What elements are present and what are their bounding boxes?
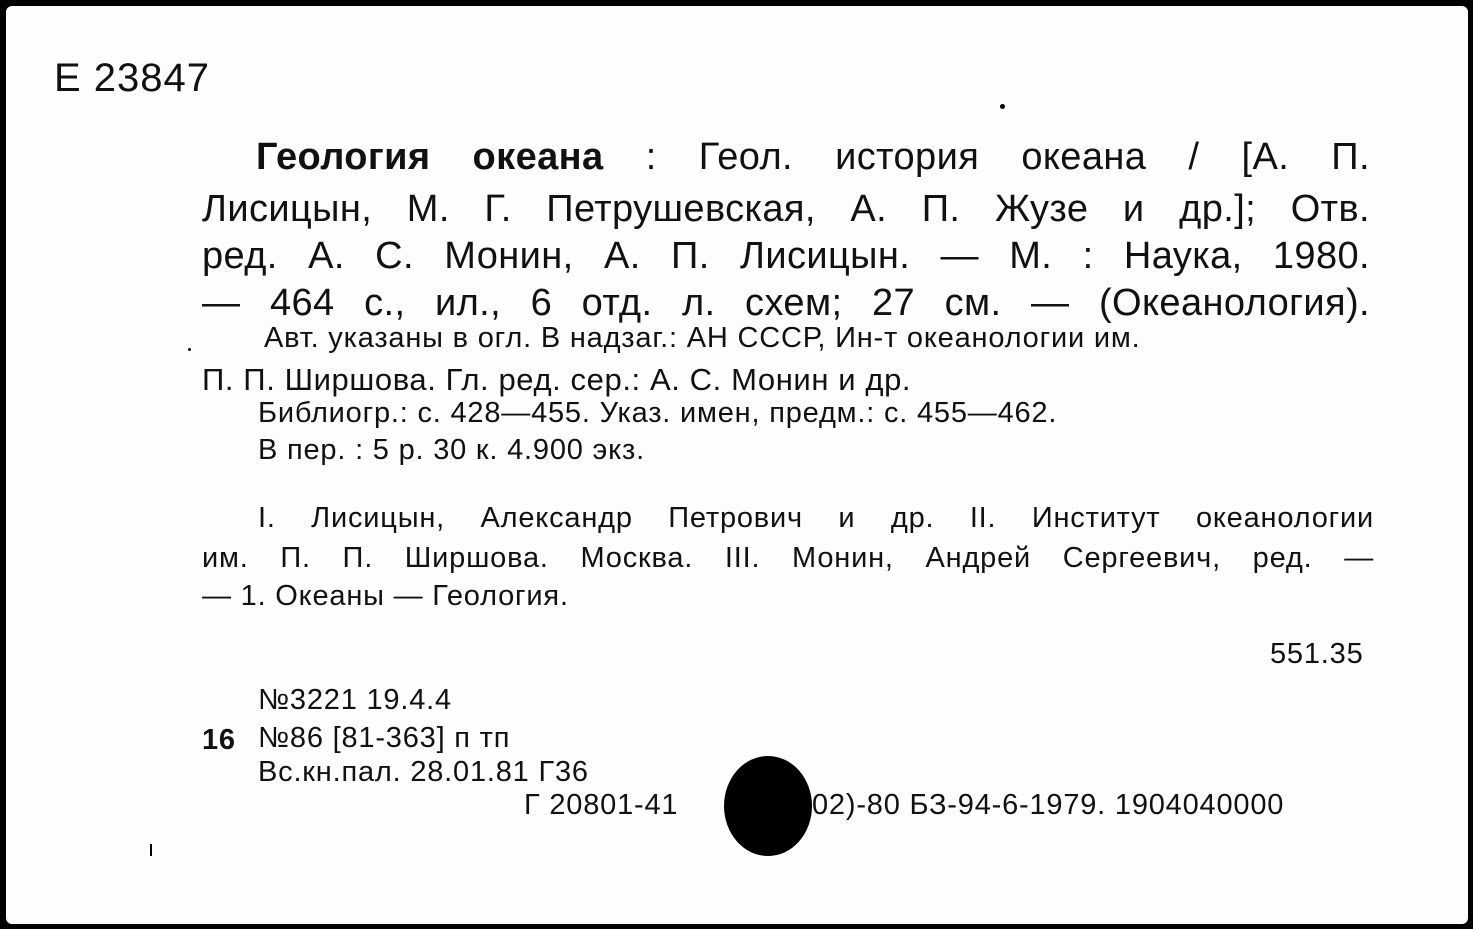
- note-bibliography: Библиогр.: с. 428—455. Указ. имен, предм.: с. 455—462.: [258, 397, 1058, 429]
- description-line-3: [202, 282, 1370, 325]
- tracing-text-2: им. П. П. Ширшова. Москва. III. Монин, Андрей Сергеевич, ред. —: [202, 542, 1374, 574]
- description-line-2: [202, 235, 1370, 278]
- tech-line-1: №3221 19.4.4: [258, 684, 452, 716]
- title-line: [256, 136, 1370, 179]
- tracing-line-2: [202, 542, 1374, 575]
- description-text-2: ред. А. С. Монин, А. П. Лисицын. — М. : Наука, 1980.: [202, 235, 1370, 277]
- tech-line-2-prefix: 16: [202, 724, 236, 756]
- tech-line-3: Вс.кн.пал. 28.01.81 Г36: [258, 756, 589, 788]
- call-number: Е 23847: [54, 56, 211, 100]
- tech-line-4-left: Г 20801-41: [524, 789, 679, 821]
- note-price: В пер. : 5 р. 30 к. 4.900 экз.: [258, 434, 645, 466]
- tracing-text-1: I. Лисицын, Александр Петрович и др. II. Институт океанологии: [258, 502, 1374, 534]
- description-line-1: [202, 188, 1370, 231]
- description-text-3: — 464 с., ил., 6 отд. л. схем; 27 см. — (Океанология).: [202, 282, 1370, 324]
- tech-line-4-right: 02)-80 БЗ-94-6-1979. 1904040000: [812, 789, 1285, 821]
- book-title: Геология океана: [256, 136, 604, 178]
- speck-dot: [1000, 104, 1005, 109]
- tracing-line-1: [258, 502, 1374, 535]
- tracing-line-3: — 1. Океаны — Геология.: [202, 580, 569, 612]
- speck-dot-left: [188, 348, 191, 351]
- title-continuation: : Геол. история океана / [А. П.: [645, 136, 1370, 178]
- catalog-card: [6, 6, 1468, 924]
- punch-hole: [724, 756, 812, 856]
- tech-line-2: №86 [81-363] п тп: [258, 722, 511, 754]
- title-line-text: [256, 136, 1370, 179]
- speck-mark: [150, 844, 152, 856]
- udc-code: 551.35: [1270, 638, 1364, 670]
- note-editor: П. П. Ширшова. Гл. ред. сер.: А. С. Монин и др.: [202, 362, 912, 397]
- note-authors: Авт. указаны в огл. В надзаг.: АН СССР, Ин-т океанологии им.: [264, 322, 1141, 354]
- description-text-1: Лисицын, М. Г. Петрушевская, А. П. Жузе и др.]; Отв.: [202, 188, 1370, 230]
